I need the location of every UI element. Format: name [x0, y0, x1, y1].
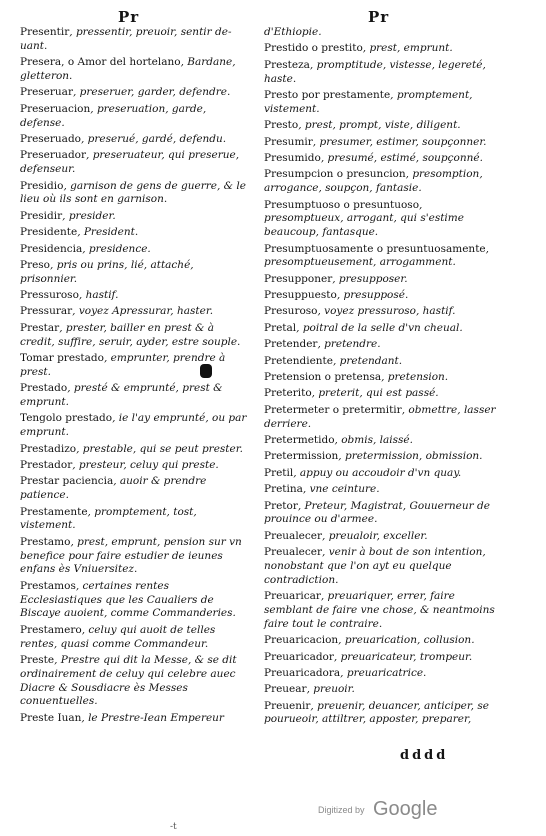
- dictionary-entry: [264, 338, 496, 352]
- headword: Preste: [20, 653, 55, 666]
- headword: Preseruar: [20, 86, 73, 99]
- headword: Prestamero: [20, 623, 82, 636]
- dictionary-entry: [264, 651, 496, 665]
- translation: , preuarication, collusion.: [338, 634, 475, 647]
- headword: Presumptuoso o presuntuoso: [264, 198, 420, 211]
- dictionary-entry: [20, 210, 252, 224]
- dictionary-entry: [20, 86, 252, 100]
- dictionary-entry: [20, 259, 252, 287]
- translation: , preuariquer, errer, faire semblant de faire vne chose, & neantmoins faire tout le contraire.: [264, 590, 495, 630]
- headword: Preterito: [264, 387, 312, 400]
- translation: , preserué, gardé, defendu.: [81, 132, 227, 145]
- dictionary-entry: [264, 199, 496, 240]
- translation: , pris ou prins, lié, attaché, prisonnier.: [20, 258, 194, 285]
- dictionary-entry: [20, 180, 252, 208]
- dictionary-entry: [264, 355, 496, 369]
- dictionary-entry: [264, 634, 496, 648]
- headword: Pretermetido: [264, 434, 335, 446]
- dictionary-entry: [20, 103, 252, 131]
- translation: , promptement, tost, vistement.: [20, 505, 197, 532]
- headword: Pretendiente: [264, 354, 333, 367]
- headword: Presuroso: [264, 305, 318, 318]
- dictionary-entry: [20, 56, 252, 84]
- headword: Presumptuosamente o presuntuosamente: [264, 242, 486, 255]
- headword: Prestar paciencia: [20, 475, 114, 488]
- translation: , preuaricateur, trompeur.: [333, 650, 473, 663]
- dictionary-entry: [20, 536, 252, 577]
- headword: Pretina: [264, 483, 303, 496]
- dictionary-entry: [264, 700, 496, 728]
- dictionary-entry: [20, 226, 252, 240]
- translation: , voyez Apressurar, haster.: [72, 305, 214, 318]
- watermark-brand: Google: [372, 798, 438, 820]
- translation: , hastif.: [78, 289, 119, 302]
- dictionary-entry: [264, 546, 496, 587]
- headword: Prestado: [20, 382, 68, 395]
- translation: , presidence.: [82, 242, 151, 255]
- dictionary-entry: [20, 133, 252, 147]
- translation: , presumer, estimer, soupçonner.: [312, 135, 487, 148]
- dictionary-entry: [20, 149, 252, 177]
- translation: d'Ethiopie.: [264, 26, 322, 38]
- translation: , auoir & prendre patience.: [20, 475, 207, 502]
- digitization-watermark: [318, 798, 437, 821]
- dictionary-entry: [20, 289, 252, 303]
- dictionary-entry: [20, 459, 252, 473]
- translation: , preseruation, garde, defense.: [20, 102, 207, 129]
- headword: Pretal: [264, 321, 297, 334]
- translation: , preseruateur, qui preserue, defenseur.: [20, 149, 240, 176]
- dictionary-entry: [20, 412, 252, 440]
- translation: , emprunter, prendre à prest.: [20, 352, 226, 378]
- headword: Tengolo prestado: [20, 412, 113, 425]
- dictionary-entry: [264, 273, 496, 287]
- dictionary-entry: [264, 243, 496, 271]
- translation: , prest, emprunt, pension sur vn benefice pour faire estudier de ieunes enfans ès Vniuersitez.: [20, 535, 242, 576]
- dictionary-entry: [20, 26, 252, 54]
- dictionary-entry: [20, 352, 252, 380]
- translation: , celuy qui auoit de telles rentes, quasi comme Commandeur.: [20, 623, 216, 650]
- dictionary-entry: [264, 119, 496, 133]
- translation: , preterit, qui est passé.: [311, 387, 439, 400]
- dictionary-entry: [20, 712, 252, 726]
- dictionary-entry: [264, 683, 496, 697]
- dictionary-entry: [264, 371, 496, 385]
- translation: , le Prestre-Iean Empereur: [81, 711, 224, 724]
- translation: , pretermission, obmission.: [338, 450, 483, 463]
- translation: , prestable, qui se peut prester.: [76, 442, 243, 455]
- translation: , appuy ou accoudoir d'vn quay.: [293, 466, 462, 479]
- translation: , promptement, vistement.: [264, 88, 473, 115]
- headword: Presuppuesto: [264, 289, 337, 302]
- dictionary-entry: [264, 500, 496, 528]
- translation: , prest, prompt, viste, diligent.: [298, 119, 461, 132]
- headword: Prestar: [20, 321, 60, 334]
- watermark-prefix: Digitized by: [318, 804, 365, 815]
- translation: , Prestre qui dit la Messe, & se dit ordinairement de celuy qui celebre auec Diacre & Sousdiacre ès Messes conuentuelles.: [20, 653, 237, 708]
- headword: Prestadizo: [20, 442, 77, 455]
- translation: , venir à bout de son intention, nonobstant que l'on ayt eu quelque contradiction.: [264, 546, 486, 586]
- translation: , presupposer.: [332, 272, 408, 285]
- translation: , preseruer, garder, defendre.: [72, 86, 231, 99]
- dictionary-entry: [264, 530, 496, 544]
- headword: Prestido o prestito: [264, 42, 363, 55]
- headword: Preuenir: [264, 699, 311, 712]
- running-head-right: Pr: [368, 8, 390, 26]
- dictionary-entry: [20, 580, 252, 621]
- headword: Pretil: [264, 466, 294, 479]
- translation: , prester, bailler en prest & à credit, suffire, seruir, ayder, estre souple.: [20, 321, 241, 348]
- translation: , preuoir.: [306, 683, 355, 696]
- translation: , presumé, estimé, soupçonné.: [320, 151, 483, 164]
- headword: Presupponer: [264, 272, 333, 285]
- dictionary-entry: [20, 243, 252, 257]
- headword: Preuaricador: [264, 650, 334, 663]
- headword: Preuaricadora: [264, 666, 341, 679]
- translation: , presomption, arrogance, soupçon, fantasie.: [264, 168, 483, 195]
- dictionary-entry: [264, 136, 496, 150]
- headword: Presera, o Amor del hortelano: [20, 56, 181, 69]
- dictionary-entry: [264, 152, 496, 166]
- dictionary-entry: [20, 322, 252, 350]
- headword: Tomar prestado: [20, 352, 104, 365]
- dictionary-entry: [264, 483, 496, 497]
- signature-mark: dddd: [400, 748, 449, 763]
- dictionary-entry: [264, 322, 496, 336]
- dictionary-entry: [20, 382, 252, 410]
- dictionary-entry: [264, 59, 496, 87]
- headword: Presumpcion o presuncion: [264, 168, 406, 181]
- headword: Prestamente: [20, 505, 88, 518]
- translation: , vne ceinture.: [302, 483, 380, 496]
- headword: Pressurar: [20, 305, 73, 318]
- headword: Pretor: [264, 499, 298, 512]
- headword: Pressuroso: [20, 289, 79, 302]
- headword: Preseruacion: [20, 102, 91, 115]
- dictionary-entry: [264, 467, 496, 481]
- translation: , presider.: [62, 209, 116, 222]
- headword: Prestador: [20, 459, 73, 471]
- headword: Preste Iuan: [20, 711, 82, 724]
- dictionary-entry: [20, 305, 252, 319]
- dictionary-entry: [264, 89, 496, 117]
- headword: Presteza: [264, 58, 310, 71]
- headword: Presto: [264, 119, 299, 132]
- translation: , presomptueux, arrogant, qui s'estime beaucoup, fantasque.: [264, 198, 464, 239]
- dictionary-entry: [264, 289, 496, 303]
- right-column: [264, 26, 496, 730]
- translation: , pretendre.: [317, 338, 381, 351]
- headword: Presidio: [20, 179, 64, 192]
- translation: , presupposé.: [336, 289, 409, 302]
- translation: , presomptueusement, arrogamment.: [264, 242, 489, 269]
- headword: Presumido: [264, 151, 321, 164]
- dictionary-entry: [264, 168, 496, 196]
- dictionary-entry: [264, 42, 496, 56]
- translation: , certaines rentes Ecclesiastiques que les Caualiers de Biscaye auoient, comme Commanderies.: [20, 579, 236, 620]
- dictionary-entry: [20, 624, 252, 652]
- translation: , preualoir, exceller.: [322, 529, 428, 542]
- translation: , preuenir, deuancer, anticiper, se pourueoir, attiltrer, apposter, preparer,: [264, 699, 489, 726]
- headword: Prestamo: [20, 535, 71, 548]
- footer-mark: -t: [170, 822, 177, 832]
- headword: Preseruador: [20, 149, 87, 162]
- translation: , pressentir, preuoir, sentir de-uant.: [20, 26, 232, 52]
- headword: Presumir: [264, 135, 313, 148]
- dictionary-entry: [264, 26, 496, 40]
- headword: Prestamos: [20, 579, 76, 592]
- headword: Preualecer: [264, 529, 323, 542]
- headword: Preualecer: [264, 546, 323, 559]
- translation: , prest, emprunt.: [362, 42, 453, 55]
- translation: , obmettre, lasser derriere.: [264, 403, 496, 430]
- dictionary-entry: [264, 305, 496, 319]
- running-head-left: Pr: [118, 8, 140, 26]
- headword: Preuear: [264, 683, 307, 696]
- dictionary-entry: [20, 475, 252, 503]
- headword: Pretermeter o pretermitir: [264, 403, 402, 416]
- headword: Pretermission: [264, 450, 339, 463]
- headword: Presentir: [20, 26, 70, 38]
- dictionary-entry: [20, 654, 252, 709]
- dictionary-entry: [264, 590, 496, 631]
- dictionary-entry: [20, 506, 252, 534]
- translation: , garnison de gens de guerre, & le lieu où ils sont en garnison.: [20, 179, 246, 206]
- left-column: [20, 26, 252, 728]
- headword: Presidencia: [20, 242, 83, 255]
- headword: Pretension o pretensa: [264, 371, 382, 384]
- translation: , preuaricatrice.: [340, 666, 427, 679]
- translation: , obmis, laissé.: [334, 434, 413, 446]
- translation: , pretension.: [381, 371, 449, 384]
- headword: Presidir: [20, 209, 63, 222]
- dictionary-entry: [264, 387, 496, 401]
- headword: Preso: [20, 258, 51, 271]
- headword: Presto por prestamente: [264, 88, 391, 101]
- translation: , pretendant.: [332, 354, 403, 367]
- dictionary-entry: [264, 450, 496, 464]
- dictionary-entry: [264, 404, 496, 432]
- headword: Preuaricar: [264, 590, 321, 603]
- dictionary-entry: [264, 667, 496, 681]
- translation: , voyez pressuroso, hastif.: [317, 305, 456, 318]
- translation: , presteur, celuy qui preste.: [72, 459, 219, 471]
- ink-blot: [200, 364, 212, 378]
- headword: Preseruado: [20, 132, 81, 145]
- headword: Preuaricacion: [264, 634, 339, 647]
- translation: , Preteur, Magistrat, Gouuerneur de prouince ou d'armee.: [264, 499, 490, 526]
- translation: , presté & emprunté, prest & emprunt.: [20, 382, 223, 409]
- translation: , poitral de la selle d'vn cheual.: [296, 321, 463, 334]
- dictionary-entry: [20, 443, 252, 457]
- dictionary-entry: [264, 434, 496, 448]
- headword: Presidente: [20, 226, 78, 239]
- translation: , promptitude, vistesse, legereté, haste.: [264, 58, 486, 85]
- translation: , Bardane, gletteron.: [20, 56, 236, 82]
- translation: , ie l'ay emprunté, ou par emprunt.: [20, 412, 247, 439]
- headword: Pretender: [264, 338, 318, 351]
- translation: , President.: [77, 226, 139, 239]
